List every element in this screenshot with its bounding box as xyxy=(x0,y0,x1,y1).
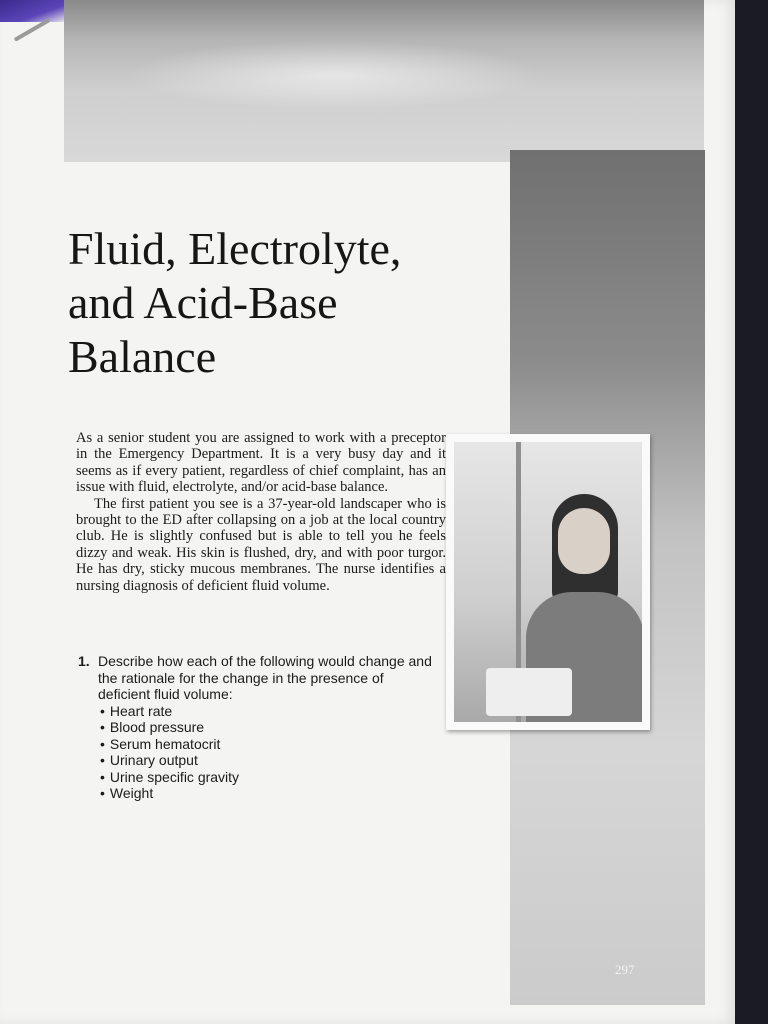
title-line-2: and Acid-Base xyxy=(68,277,338,328)
nurse-photo xyxy=(446,434,650,730)
intro-paragraph-2: The first patient you see is a 37-year-old landscaper who is brought to the ED after collapsing on a job at the local country club. He is slightly confused but is able to tell you he feels dizzy and weak. His skin is flushed, dry, and with poor turgor. He has dry, sticky mucous membranes. The nurse identifies a nursing diagnosis of deficient fluid volume. xyxy=(76,495,446,594)
nurse-face xyxy=(558,508,610,574)
list-item: • Urine specific gravity xyxy=(100,769,438,786)
chapter-title xyxy=(68,222,488,384)
list-item: • Serum hematocrit xyxy=(100,736,438,753)
question-text: Describe how each of the following would change and the rationale for the change in the presence of deficient fluid volume: xyxy=(98,653,432,702)
question-number: 1. xyxy=(78,653,90,669)
question-1 xyxy=(78,653,438,802)
binder-edge xyxy=(0,0,70,22)
intro-text xyxy=(76,430,446,594)
list-item: • Heart rate xyxy=(100,703,438,720)
list-item: • Urinary output xyxy=(100,752,438,769)
title-line-3: Balance xyxy=(68,331,217,382)
list-item: • Blood pressure xyxy=(100,719,438,736)
page-number: 297 xyxy=(615,962,635,977)
iv-bag xyxy=(486,668,572,716)
title-line-1: Fluid, Electrolyte, xyxy=(68,223,402,274)
intro-paragraph-1: As a senior student you are assigned to work with a preceptor in the Emergency Department. It is a very busy day and it seems as if every patient, regardless of chief complaint, has an issue with fluid, electrolyte, and/or acid-base balance. xyxy=(76,430,446,496)
header-photo-banner xyxy=(64,0,704,162)
question-bullet-list xyxy=(100,703,438,802)
nurse-photo-image xyxy=(454,442,642,722)
list-item: • Weight xyxy=(100,785,438,802)
